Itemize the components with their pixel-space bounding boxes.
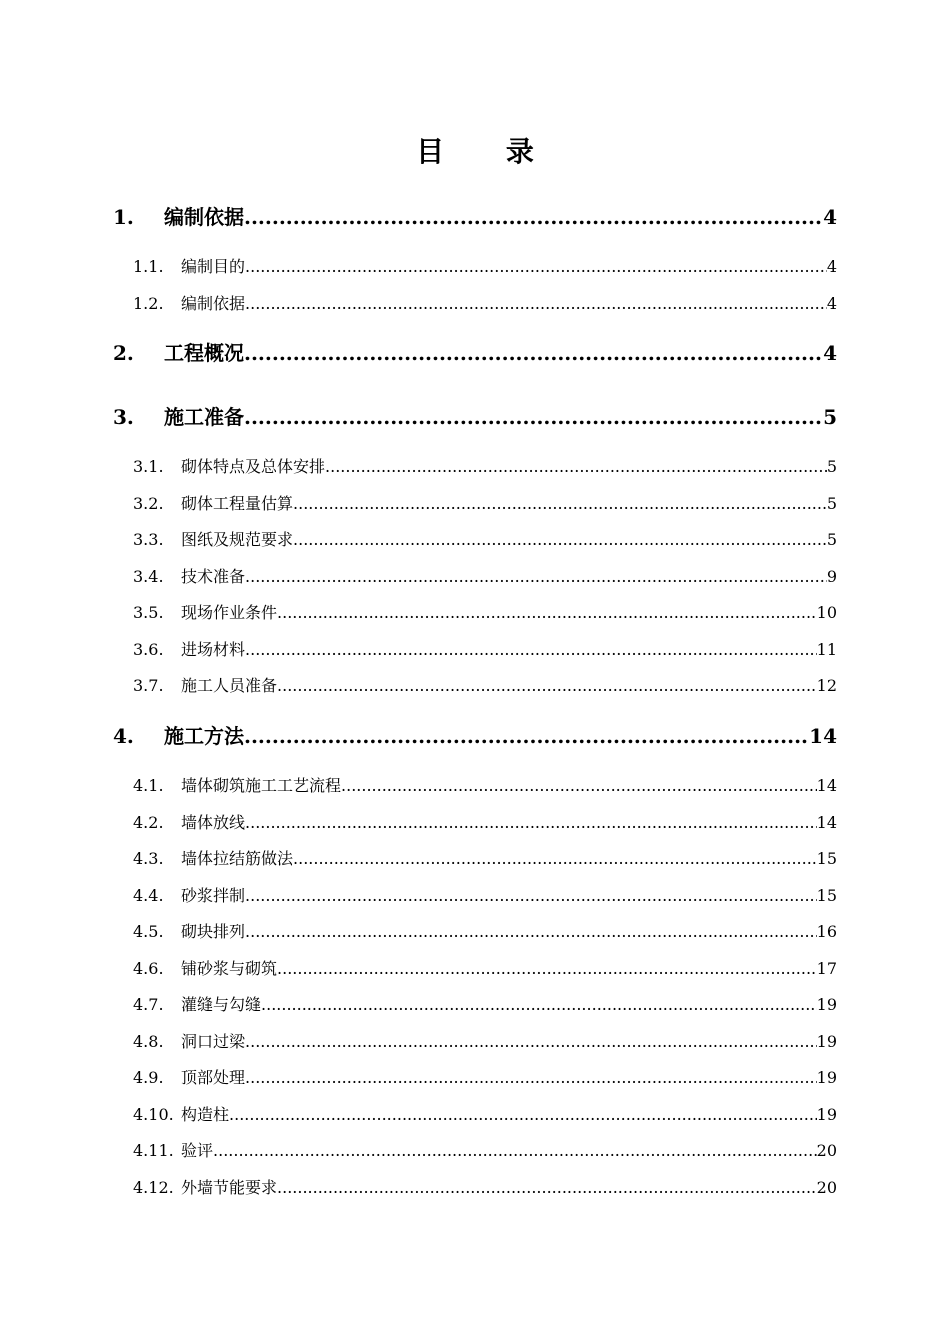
toc-entry-number: 3. xyxy=(113,405,134,429)
toc-entry-label: 施工方法 xyxy=(164,724,244,748)
toc-entry-3-5[interactable] xyxy=(133,601,837,625)
toc-entry-page: 12 xyxy=(816,676,837,695)
toc-entry-page: 11 xyxy=(816,640,837,659)
dot-leader xyxy=(293,528,827,552)
toc-entry-number: 4.11. xyxy=(133,1141,174,1160)
dot-leader xyxy=(245,884,817,908)
dot-leader xyxy=(277,674,817,698)
toc-entry-label: 墙体放线 xyxy=(181,813,246,832)
toc-entry-page: 19 xyxy=(816,1105,837,1124)
toc-entry-1[interactable] xyxy=(113,202,837,232)
dot-leader xyxy=(244,338,823,368)
dot-leader xyxy=(244,202,823,232)
toc-entry-page: 4 xyxy=(826,257,837,276)
toc-entry-label: 现场作业条件 xyxy=(181,603,278,622)
toc-entry-3[interactable] xyxy=(113,402,837,432)
toc-entry-1-2[interactable] xyxy=(133,292,837,316)
toc-entry-page: 19 xyxy=(816,995,837,1014)
toc-entry-4-5[interactable] xyxy=(133,920,837,944)
toc-entry-label: 砌体工程量估算 xyxy=(181,494,294,513)
toc-entry-number: 2. xyxy=(113,341,134,365)
toc-entry-number: 4.9. xyxy=(133,1068,164,1087)
toc-entry-number: 4.10. xyxy=(133,1105,174,1124)
toc-entry-number: 3.1. xyxy=(133,457,164,476)
toc-entry-label: 铺砂浆与砌筑 xyxy=(181,959,278,978)
dot-leader xyxy=(277,957,817,981)
toc-entry-page: 15 xyxy=(816,849,837,868)
toc-entry-page: 20 xyxy=(816,1141,837,1160)
toc-entry-page: 14 xyxy=(816,776,837,795)
dot-leader xyxy=(245,565,827,589)
toc-entry-page: 17 xyxy=(816,959,837,978)
toc-entry-number: 4.2. xyxy=(133,813,164,832)
dot-leader xyxy=(245,292,827,316)
toc-entry-label: 墙体拉结筋做法 xyxy=(181,849,294,868)
toc-entry-number: 1. xyxy=(113,205,134,229)
dot-leader xyxy=(245,920,817,944)
toc-entry-label: 图纸及规范要求 xyxy=(181,530,294,549)
toc-entry-number: 3.5. xyxy=(133,603,164,622)
dot-leader xyxy=(213,1139,817,1163)
toc-entry-3-4[interactable] xyxy=(133,565,837,589)
toc-entry-number: 1.1. xyxy=(133,257,164,276)
toc-entry-page: 4 xyxy=(823,205,837,229)
toc-entry-page: 4 xyxy=(823,341,837,365)
toc-entry-label: 砌块排列 xyxy=(181,922,246,941)
toc-entry-page: 14 xyxy=(809,724,837,748)
toc-entry-label: 构造柱 xyxy=(181,1105,230,1124)
toc-entry-label: 灌缝与勾缝 xyxy=(181,995,262,1014)
dot-leader xyxy=(293,847,817,871)
toc-entry-page: 19 xyxy=(816,1068,837,1087)
dot-leader xyxy=(244,402,823,432)
toc-entry-page: 19 xyxy=(816,1032,837,1051)
toc-entry-4-1[interactable] xyxy=(133,774,837,798)
toc-entry-3-7[interactable] xyxy=(133,674,837,698)
toc-entry-label: 外墙节能要求 xyxy=(181,1178,278,1197)
toc-entry-label: 顶部处理 xyxy=(181,1068,246,1087)
toc-entry-page: 10 xyxy=(816,603,837,622)
toc-entry-number: 4.3. xyxy=(133,849,164,868)
dot-leader xyxy=(245,638,817,662)
toc-entry-label: 编制目的 xyxy=(181,257,246,276)
toc-entry-label: 工程概况 xyxy=(164,341,244,365)
toc-entry-number: 3.6. xyxy=(133,640,164,659)
dot-leader xyxy=(325,455,827,479)
toc-entry-page: 5 xyxy=(823,405,837,429)
dot-leader xyxy=(245,255,827,279)
toc-entry-4-9[interactable] xyxy=(133,1066,837,1090)
toc-entry-number: 3.7. xyxy=(133,676,164,695)
toc-entry-4-6[interactable] xyxy=(133,957,837,981)
toc-entry-page: 5 xyxy=(826,457,837,476)
dot-leader xyxy=(341,774,817,798)
toc-entry-4-7[interactable] xyxy=(133,993,837,1017)
toc-entry-4-4[interactable] xyxy=(133,884,837,908)
toc-entry-number: 3.3. xyxy=(133,530,164,549)
toc-entry-4-2[interactable] xyxy=(133,811,837,835)
toc-entry-2[interactable] xyxy=(113,338,837,368)
toc-entry-number: 4.12. xyxy=(133,1178,174,1197)
toc-entry-page: 16 xyxy=(816,922,837,941)
dot-leader xyxy=(277,601,817,625)
toc-entry-3-2[interactable] xyxy=(133,492,837,516)
toc-entry-4-11[interactable] xyxy=(133,1139,837,1163)
dot-leader xyxy=(245,1030,817,1054)
toc-entry-number: 4.8. xyxy=(133,1032,164,1051)
toc-entry-number: 4.7. xyxy=(133,995,164,1014)
toc-entry-4-10[interactable] xyxy=(133,1103,837,1127)
toc-entry-label: 编制依据 xyxy=(164,205,244,229)
toc-entry-number: 3.2. xyxy=(133,494,164,513)
toc-entry-label: 砌体特点及总体安排 xyxy=(181,457,326,476)
dot-leader xyxy=(261,993,817,1017)
toc-entry-label: 验评 xyxy=(181,1141,214,1160)
toc-entry-number: 3.4. xyxy=(133,567,164,586)
toc-entry-4-8[interactable] xyxy=(133,1030,837,1054)
toc-entry-4[interactable] xyxy=(113,721,837,751)
toc-title: 目 录 xyxy=(416,135,560,168)
toc-entry-page: 20 xyxy=(816,1178,837,1197)
toc-entry-label: 砂浆拌制 xyxy=(181,886,246,905)
dot-leader xyxy=(293,492,827,516)
toc-entry-3-6[interactable] xyxy=(133,638,837,662)
toc-entry-label: 洞口过梁 xyxy=(181,1032,246,1051)
toc-entry-number: 4. xyxy=(113,724,134,748)
toc-entry-label: 进场材料 xyxy=(181,640,246,659)
dot-leader xyxy=(245,1066,817,1090)
toc-entry-number: 4.4. xyxy=(133,886,164,905)
toc-entry-label: 施工准备 xyxy=(164,405,244,429)
toc-entry-page: 4 xyxy=(826,294,837,313)
toc-entry-number: 4.1. xyxy=(133,776,164,795)
toc-entry-label: 编制依据 xyxy=(181,294,246,313)
toc-entry-label: 技术准备 xyxy=(181,567,246,586)
toc-entry-number: 4.6. xyxy=(133,959,164,978)
toc-entry-number: 1.2. xyxy=(133,294,164,313)
dot-leader xyxy=(245,811,817,835)
toc-entry-page: 5 xyxy=(826,530,837,549)
dot-leader xyxy=(277,1176,817,1200)
toc-entry-label: 墙体砌筑施工工艺流程 xyxy=(181,776,342,795)
toc-entry-1-1[interactable] xyxy=(133,255,837,279)
toc-entry-page: 15 xyxy=(816,886,837,905)
toc-entry-number: 4.5. xyxy=(133,922,164,941)
toc-entry-page: 14 xyxy=(816,813,837,832)
toc-entry-4-12[interactable] xyxy=(133,1176,837,1200)
toc-entry-4-3[interactable] xyxy=(133,847,837,871)
dot-leader xyxy=(244,721,809,751)
dot-leader xyxy=(229,1103,817,1127)
toc-entry-3-1[interactable] xyxy=(133,455,837,479)
toc-entry-3-3[interactable] xyxy=(133,528,837,552)
toc-entry-page: 9 xyxy=(826,567,837,586)
toc-entry-label: 施工人员准备 xyxy=(181,676,278,695)
toc-entry-page: 5 xyxy=(826,494,837,513)
